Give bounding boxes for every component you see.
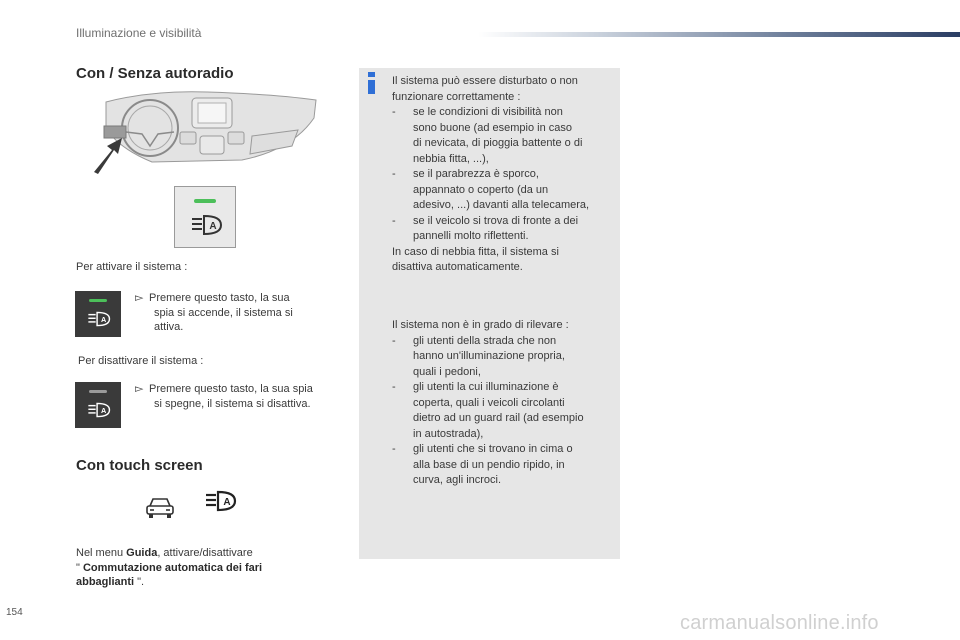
deactivate-label: Per disattivare il sistema : [78,355,204,367]
svg-text:A: A [101,314,107,324]
auto-high-beam-icon [87,311,113,327]
activate-instruction: ▻ Premere questo tasto, la sua spia si accende, il sistema si attiva. [135,292,293,333]
deactivate-instruction: ▻ Premere questo tasto, la sua spia si spegne, il sistema si disattiva. [135,383,313,410]
indicator-led-off [89,390,107,393]
pointer-bullet-icon: ▻ [135,383,144,395]
section-header-title: Illuminazione e visibilità [76,26,202,40]
list-item: - se le condizioni di visibilità non sono buone (ad esempio in caso di nevicata, di pioggia battente o di nebbia fitta, ...), [392,106,583,165]
list-item: - gli utenti della strada che non hanno un'illuminazione propria, quali i pedoni, [392,334,565,378]
pointer-bullet-icon: ▻ [135,292,144,304]
function-name: Commutazione automatica dei fari [82,561,263,574]
svg-text:A: A [223,497,231,508]
button-led-on [75,291,121,337]
menu-name: Guida [126,547,158,559]
auto-high-beam-button-large [174,186,236,248]
auto-high-beam-letter: A [209,221,217,232]
header-gradient-bar [478,32,960,37]
indicator-led-on [194,199,216,203]
car-icon [144,496,176,520]
auto-high-beam-icon [87,402,113,418]
list-item: - se il veicolo si trova di fronte a dei pannelli molto riflettenti. [392,214,579,242]
watermark: carmanualsonline.info [680,612,879,634]
svg-text:A: A [101,405,107,415]
touch-screen-instruction: Nel menu Guida, attivare/disattivare " Commutazione automatica dei fari abbaglianti ". [76,547,263,588]
info-paragraph-2: Il sistema non è in grado di rilevare : - gli utenti della strada che non hanno un'illuminazione propria, quali i pedoni, - gli utenti la cui illuminazione è coperta, quali i veicoli circolanti dietro ad un guard rail (ad esempio in autostrada), - gli utenti che si trovano in cima o alla base di un pendio ripido, in curva, agli incroci. [392,318,614,489]
dashboard-illustration [92,88,322,174]
indicator-led-on [89,299,107,302]
list-item: - gli utenti che si trovano in cima o alla base di un pendio ripido, in curva, agli incroci. [392,443,573,486]
button-led-off [75,382,121,428]
page-number: 154 [6,607,23,618]
list-item: - se il parabrezza è sporco, appannato o coperto (da un adesivo, ...) davanti alla telecamera, [392,168,590,211]
activate-label: Per attivare il sistema : [76,261,188,273]
auto-high-beam-icon [205,489,239,513]
auto-high-beam-icon [191,214,225,236]
heading-touch-screen: Con touch screen [76,457,203,474]
info-icon [367,72,376,94]
list-item: - gli utenti la cui illuminazione è coperta, quali i veicoli circolanti dietro ad un guard rail (ad esempio in autostrada), [392,381,584,440]
heading-with-without-radio: Con / Senza autoradio [76,65,234,82]
info-paragraph-1: Il sistema può essere disturbato o non funzionare correttamente : - se le condizioni di visibilità non sono buone (ad esempio in caso di nevicata, di pioggia battente o di nebbia fitta, ...), - se il parabrezza è sporco, appannato o coperto (da un adesivo, ...) davanti alla telecamera, - se il veicolo si trova di fronte a dei pannelli molto riflettenti. In caso di nebbia fitta, il sistema si disattiva automaticamente. [392,74,614,276]
